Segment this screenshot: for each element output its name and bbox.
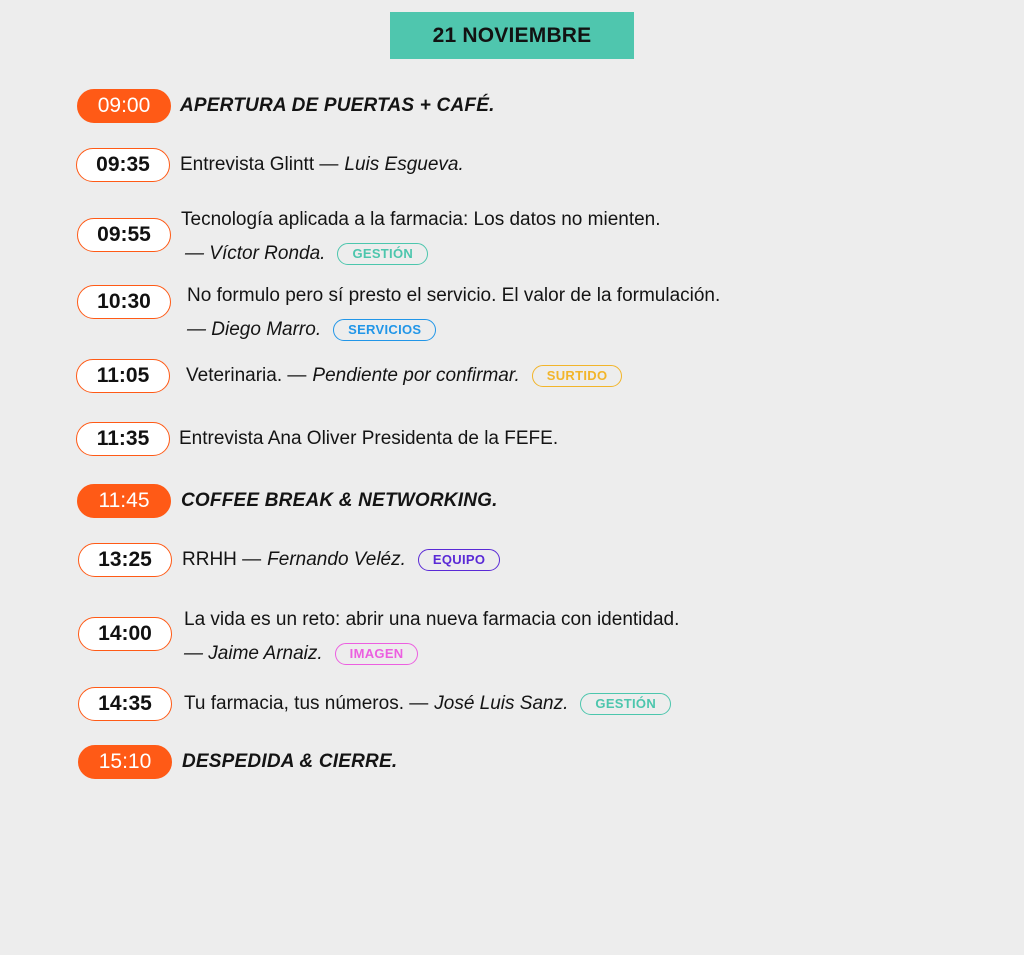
speaker-name: Luis Esgueva.: [344, 154, 464, 175]
speaker-name: Pendiente por confirmar.: [312, 365, 520, 386]
event-highlight: COFFEE BREAK & NETWORKING.: [181, 490, 498, 511]
schedule-item: [0, 89, 1024, 149]
speaker-name: José Luis Sanz.: [434, 693, 569, 714]
time-badge: 13:25: [78, 543, 172, 577]
speaker-name: Fernando Veléz.: [267, 549, 406, 570]
schedule-item: [0, 687, 1024, 747]
time-badge: 15:10: [78, 745, 172, 779]
schedule-item: [0, 422, 1024, 482]
event-highlight: DESPEDIDA & CIERRE.: [182, 751, 398, 772]
speaker-name: — Diego Marro.: [187, 319, 322, 340]
event-highlight: APERTURA DE PUERTAS + CAFÉ.: [180, 95, 495, 116]
time-badge: 09:55: [77, 218, 171, 252]
talk-title: Entrevista Ana Oliver Presidenta de la FEFE.: [179, 428, 559, 449]
time-badge: 14:35: [78, 687, 172, 721]
date-header: [390, 12, 634, 59]
talk-title: Tecnología aplicada a la farmacia: Los datos no mienten.: [181, 209, 661, 230]
talk-title: No formulo pero sí presto el servicio. El valor de la formulación.: [187, 285, 721, 306]
date-title: 21 NOVIEMBRE: [432, 23, 592, 47]
speaker-name: — Víctor Ronda.: [185, 243, 326, 264]
schedule-item: [0, 484, 1024, 544]
category-tag: SURTIDO: [532, 365, 623, 387]
time-badge: 09:35: [76, 148, 170, 182]
talk-title: Tu farmacia, tus números. —: [184, 693, 429, 714]
schedule-item: [0, 285, 1024, 345]
category-tag: IMAGEN: [335, 643, 419, 665]
time-badge: 11:45: [77, 484, 171, 518]
talk-title: Veterinaria. —: [186, 365, 307, 386]
talk-title: La vida es un reto: abrir una nueva farmacia con identidad.: [184, 609, 680, 630]
schedule-item: [0, 148, 1024, 208]
category-tag: GESTIÓN: [337, 243, 428, 265]
talk-title: RRHH —: [182, 549, 262, 570]
category-tag: SERVICIOS: [333, 319, 436, 341]
schedule-item: [0, 359, 1024, 419]
schedule-item: [0, 543, 1024, 603]
speaker-name: — Jaime Arnaiz.: [184, 643, 323, 664]
time-badge: 11:35: [76, 422, 170, 456]
category-tag: GESTIÓN: [580, 693, 671, 715]
time-badge: 10:30: [77, 285, 171, 319]
schedule-item: [0, 609, 1024, 677]
time-badge: 14:00: [78, 617, 172, 651]
time-badge: 09:00: [77, 89, 171, 123]
schedule-item: [0, 209, 1024, 278]
time-badge: 11:05: [76, 359, 170, 393]
category-tag: EQUIPO: [418, 549, 500, 571]
schedule-item: [0, 745, 1024, 805]
talk-title: Entrevista Glintt —: [180, 154, 339, 175]
